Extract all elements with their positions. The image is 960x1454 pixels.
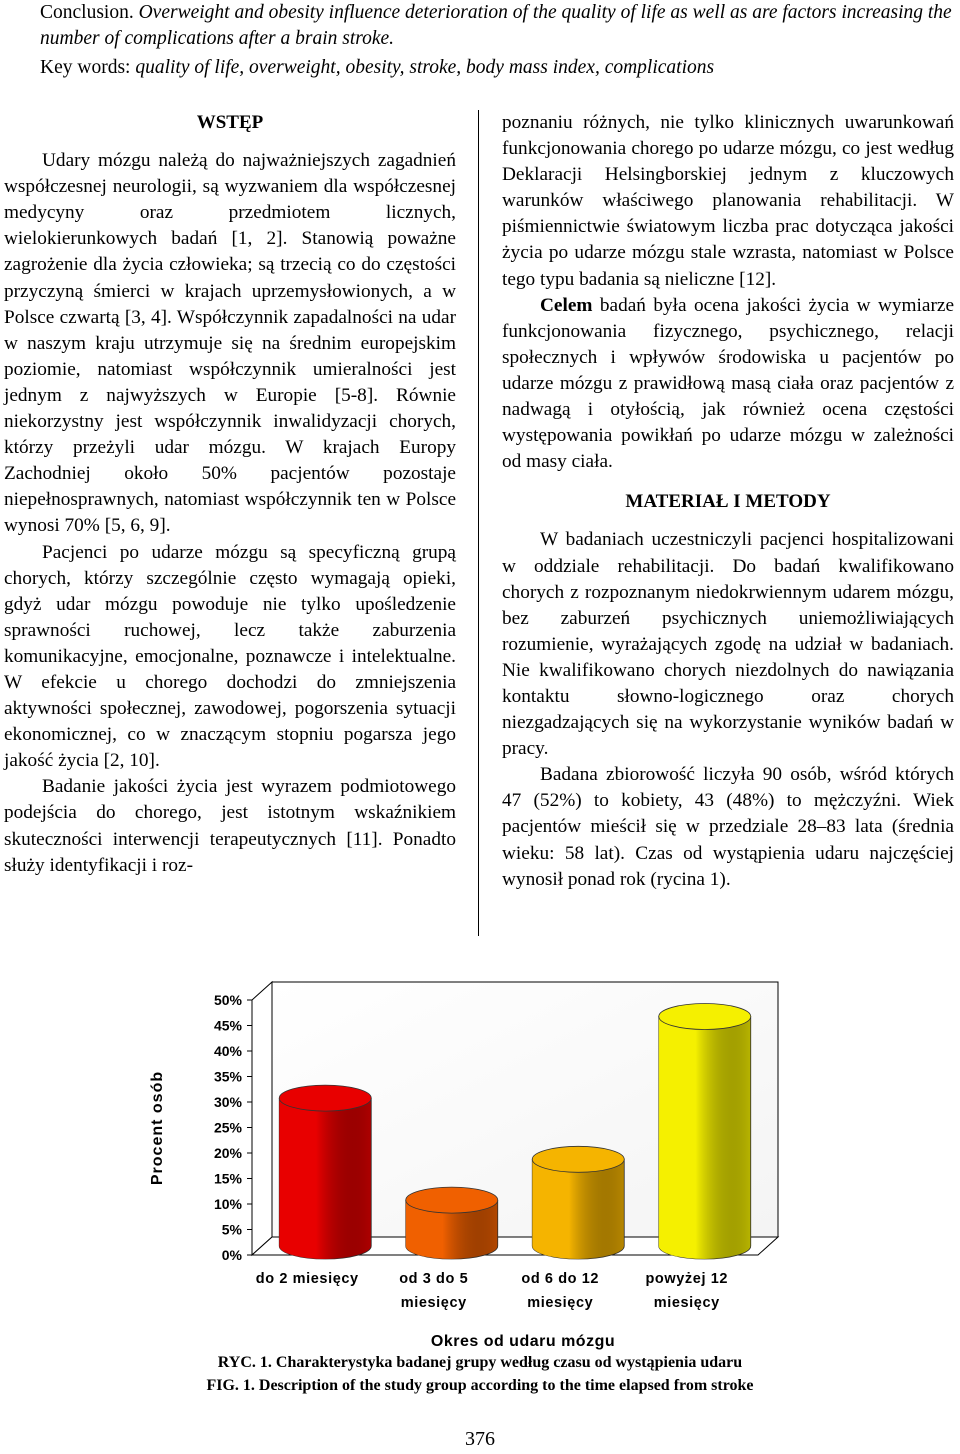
aim-label: Celem xyxy=(540,294,593,316)
y-tick-label: 25% xyxy=(213,1119,242,1136)
bar xyxy=(659,1004,751,1260)
bar-shading xyxy=(659,1017,751,1260)
x-tick-label: od 3 do 5 xyxy=(399,1271,469,1287)
bar-top xyxy=(279,1085,371,1111)
chart-side-wall xyxy=(252,982,272,1255)
y-axis-label: Procent osób xyxy=(149,1070,166,1186)
left-column xyxy=(4,110,456,879)
bar xyxy=(406,1187,498,1259)
x-tick-label: miesięcy xyxy=(653,1295,720,1311)
x-tick-label: miesięcy xyxy=(527,1295,594,1311)
bar-top xyxy=(659,1004,751,1030)
bar-chart xyxy=(0,950,960,1390)
keywords-label: Key words: xyxy=(40,57,131,78)
bar-shading xyxy=(279,1098,371,1259)
y-tick-label: 20% xyxy=(213,1145,242,1161)
figure-caption-pl: RYC. 1. Charakterystyka badanej grupy według czasu od wystąpienia udaru xyxy=(217,1354,743,1371)
paragraph: W badaniach uczestniczyli pacjenci hospitalizowani w oddziale rehabilitacji. Do badań kwalifikowano chorych z rozpoznanym niedokrwiennym udarem mózgu, bez zaburzeń psychicznych uniemożliwiających rozumienie, wyrażających zgodę na udział w badaniach. Nie kwalifikowano chorych niezdolnych do nawiązania kontaktu słowno-logicznego oraz chorych niezgadzających się na wykorzystanie wyników badań w pracy. xyxy=(502,529,954,760)
bar xyxy=(532,1146,624,1259)
y-tick-label: 45% xyxy=(213,1017,242,1034)
paragraph: poznaniu różnych, nie tylko klinicznych uwarunkowań funkcjonowania chorego po udarze mózgu, co jest według Deklaracji Helsingborskiej jednym z kluczowych warunków właściwego planowania rehabilitacji. W piśmiennictwie światowym liczba prac dotycząca jakości życia po udarze mózgu stale wzrasta, natomiast w Polsce tego typu badania są nieliczne [12]. xyxy=(502,112,954,290)
x-tick-label: do 2 miesięcy xyxy=(255,1271,359,1287)
figure-1-chart xyxy=(0,950,960,1390)
column-divider xyxy=(478,110,479,936)
y-tick-label: 5% xyxy=(221,1221,242,1238)
y-tick-label: 30% xyxy=(213,1094,242,1110)
bar xyxy=(279,1085,371,1259)
section-heading-wstep: WSTĘP xyxy=(196,112,264,133)
conclusion-text: Overweight and obesity influence deterioration of the quality of life as well as are factors increasing the number of complications after a brain stroke. xyxy=(40,2,952,49)
section-heading-methods: MATERIAŁ I METODY xyxy=(625,491,831,513)
conclusion-line xyxy=(40,0,960,52)
y-tick-label: 15% xyxy=(213,1170,242,1187)
y-tick-label: 0% xyxy=(221,1247,242,1263)
abstract-conclusion xyxy=(40,0,960,81)
conclusion-label: Conclusion. xyxy=(40,2,134,23)
paragraph-aim xyxy=(502,293,954,476)
paragraph: Badana zbiorowość liczyła 90 osób, wśród których 47 (52%) to kobiety, 43 (48%) to mężczyźni. Wiek pacjentów mieścił się w przedziale 28–83 lata (średnia wieku: 58 lat). Czas od wystąpienia udaru najczęściej wynosił ponad rok (rycina 1). xyxy=(502,764,954,890)
y-tick-label: 40% xyxy=(213,1043,242,1059)
paragraph: Udary mózgu należą do najważniejszych zagadnień współczesnej neurologii, są wyzwaniem dla współczesnej medycyny oraz przedmiotem licznych, wielokierunkowych badań [1, 2]. Stanowią poważne zagrożenie dla życia człowieka; są trzecią co do częstości przyczyną śmierci w krajach uprzemysłowionych, a w Polsce czwartą [3, 4]. Współczynnik zapadalności na udar w naszym kraju utrzymuje się na średnim europejskim poziomie, natomiast współczynnik umieralności jest jednym z najwyższych w Europie [5-8]. Równie niekorzystny jest współczynnik inwalidyzacji chorych, którzy przeżyli udar mózgu. W krajach Europy Zachodniej około 50% pacjentów pozostaje niepełnosprawnych, natomiast współczynnik ten w Polsce wynosi 70% [5, 6, 9]. xyxy=(4,150,456,537)
keywords-text: quality of life, overweight, obesity, stroke, body mass index, complications xyxy=(130,57,715,78)
paragraph: Badanie jakości życia jest wyrazem podmiotowego podejścia do chorego, jest istotnym wskaźnikiem skuteczności interwencji terapeutycznych [11]. Ponadto służy identyfikacji i roz- xyxy=(4,776,456,876)
right-column xyxy=(502,110,954,893)
bar-shading xyxy=(532,1159,624,1259)
y-tick-label: 50% xyxy=(213,992,242,1008)
keywords-line xyxy=(40,55,960,81)
figure-caption-en: FIG. 1. Description of the study group according to the time elapsed from stroke xyxy=(206,1377,754,1394)
paragraph: Pacjenci po udarze mózgu są specyficzną grupą chorych, którzy szczególnie często wymagają opieki, gdyż udar mózgu powoduje nie tylko upośledzenie sprawności ruchowej, lecz także zaburzenia komunikacyjne, emocjonalne, poznawcze i intelektualne. W efekcie u chorego dochodzi do zmniejszenia aktywności społecznej, zawodowej, pogorszenia sytuacji ekonomicznej, co w znaczącym stopniu pogarsza jego jakość życia [2, 10]. xyxy=(4,541,456,772)
x-axis-label: Okres od udaru mózgu xyxy=(430,1333,616,1350)
x-tick-label: miesięcy xyxy=(400,1295,467,1311)
x-tick-label: powyżej 12 xyxy=(645,1271,729,1287)
y-tick-label: 35% xyxy=(213,1068,242,1085)
bar-top xyxy=(532,1146,624,1172)
y-tick-label: 10% xyxy=(213,1196,242,1212)
page-number: 376 xyxy=(465,1428,495,1450)
aim-text: badań była ocena jakości życia w wymiarze funkcjonowania fizycznego, psychicznego, relacji społecznych i wpływów środowiska u pacjentów po udarze mózgu z prawidłową masą ciała oraz pacjentów z nadwagą i otyłością, jak również ocena częstości występowania powikłań po udarze mózgu w zależności od masy ciała. xyxy=(502,294,954,473)
x-tick-label: od 6 do 12 xyxy=(521,1271,600,1287)
bar-top xyxy=(406,1187,498,1213)
